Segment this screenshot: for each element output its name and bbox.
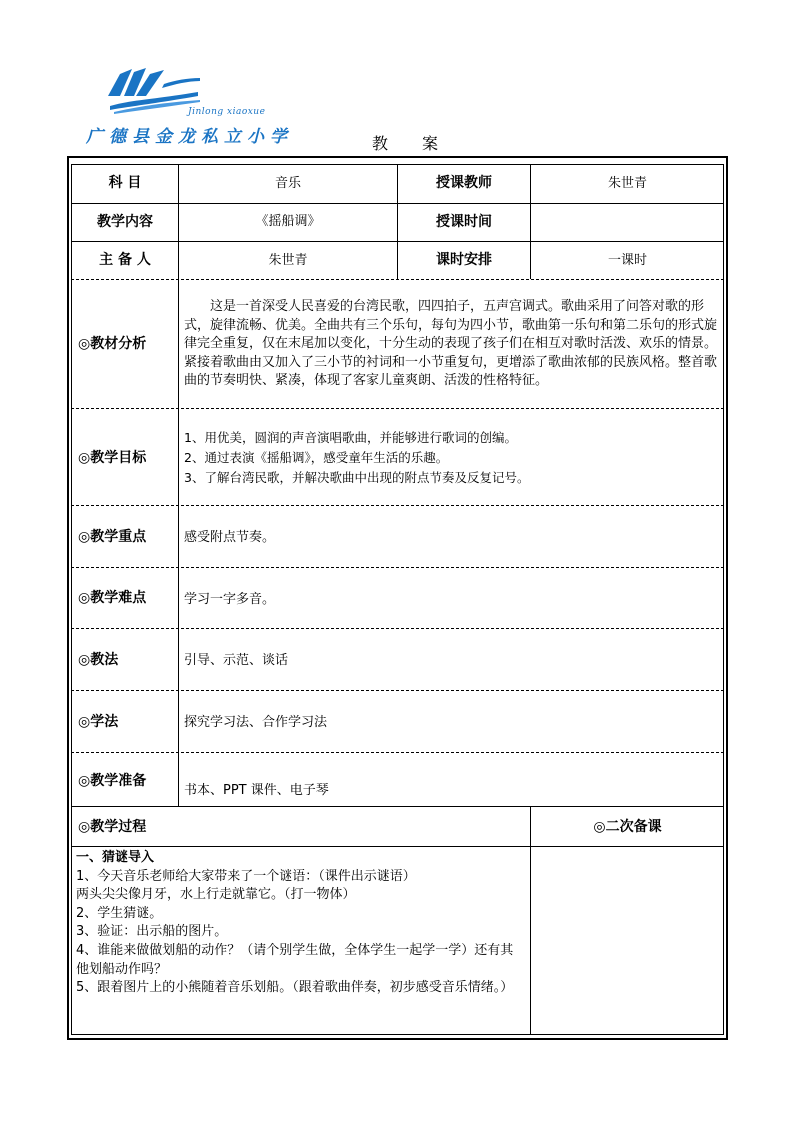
content-label: 教学内容 xyxy=(97,214,153,230)
preparation-text: 书本、PPT 课件、电子琴 xyxy=(184,783,329,798)
school-name: 广德县金龙私立小学 xyxy=(86,127,293,147)
row-divider xyxy=(71,752,724,753)
goals-label: ◎教学目标 xyxy=(78,450,147,466)
teacher-label: 授课教师 xyxy=(436,175,492,191)
row-divider xyxy=(71,567,724,568)
goal-item: 2、通过表演《摇船调》，感受童年生活的乐趣。 xyxy=(184,450,449,465)
row-divider xyxy=(71,505,724,506)
school-logo xyxy=(80,66,330,148)
key-point-label: ◎教学重点 xyxy=(78,529,147,545)
process-line: 4、谁能来做做划船的动作？（请个别学生做，全体学生一起学一学）还有其他划船动作吗？ xyxy=(76,942,514,977)
key-point-text: 感受附点节奏。 xyxy=(184,530,276,545)
teaching-method-text: 引导、示范、谈话 xyxy=(184,653,289,668)
process-line: 1、今天音乐老师给大家带来了一个谜语：（课件出示谜语） xyxy=(76,868,416,884)
row-divider xyxy=(71,408,724,409)
preparer-label: 主 备 人 xyxy=(99,252,151,268)
row-divider xyxy=(71,846,724,847)
schedule-value: 一课时 xyxy=(607,253,647,268)
row-divider xyxy=(71,279,724,280)
row-divider xyxy=(71,806,724,807)
content-value: 《摇船调》 xyxy=(255,214,321,229)
logo-english-text: Jinlong xiaoxue xyxy=(188,107,266,117)
row-divider xyxy=(71,628,724,629)
process-line: 两头尖尖像月牙，水上行走就靠它。（打一物体） xyxy=(76,887,356,903)
process-content xyxy=(76,849,526,998)
difficulty-label: ◎教学难点 xyxy=(78,590,147,606)
subject-label: 科 目 xyxy=(108,175,142,191)
process-label: ◎教学过程 xyxy=(78,819,147,835)
time-label: 授课时间 xyxy=(436,214,492,230)
goal-item: 1、用优美，圆润的声音演唱歌曲，并能够进行歌词的创编。 xyxy=(184,430,517,445)
process-heading: 一、猜谜导入 xyxy=(76,850,155,865)
difficulty-text: 学习一字多音。 xyxy=(184,592,276,607)
preparer-value: 朱世青 xyxy=(268,253,308,268)
goal-item: 3、了解台湾民歌，并解决歌曲中出现的附点节奏及反复记号。 xyxy=(184,470,530,485)
process-line: 5、跟着图片上的小熊随着音乐划船。（跟着歌曲伴奏，初步感受音乐情绪。） xyxy=(76,980,514,996)
study-method-text: 探究学习法、合作学习法 xyxy=(184,715,328,730)
subject-value: 音乐 xyxy=(274,176,301,191)
page-title: 教案 xyxy=(372,134,473,153)
row-divider xyxy=(71,690,724,691)
teaching-method-label: ◎教法 xyxy=(78,652,119,668)
study-method-label: ◎学法 xyxy=(78,714,119,730)
schedule-label: 课时安排 xyxy=(436,252,492,268)
process-line: 2、学生猜谜。 xyxy=(76,905,163,921)
logo-wave-icon xyxy=(80,66,200,116)
preparation-label: ◎教学准备 xyxy=(78,773,147,789)
second-prep-label: ◎二次备课 xyxy=(593,819,662,835)
col-divider xyxy=(530,806,531,1035)
teacher-value: 朱世青 xyxy=(607,176,647,191)
process-line: 3、验证：出示船的图片。 xyxy=(76,924,228,940)
analysis-label: ◎教材分析 xyxy=(78,336,147,352)
analysis-text: 这是一首深受人民喜爱的台湾民歌，四四拍子，五声宫调式。歌曲采用了问答对歌的形式，旋律流畅、优美。全曲共有三个乐句，每句为四小节，歌曲第一乐句和第二乐句的形式旋律完全重复，仅在末尾加以变化，十分生动的表现了孩子们在相互对歌时活泼、欢乐的情景。紧接着歌曲由又加入了三小节的衬词和一小节重复句，更增添了歌曲浓郁的民族风格。整首歌曲的节奏明快、紧凑，体现了客家儿童爽朗、活泼的性格特征。 xyxy=(184,299,718,388)
